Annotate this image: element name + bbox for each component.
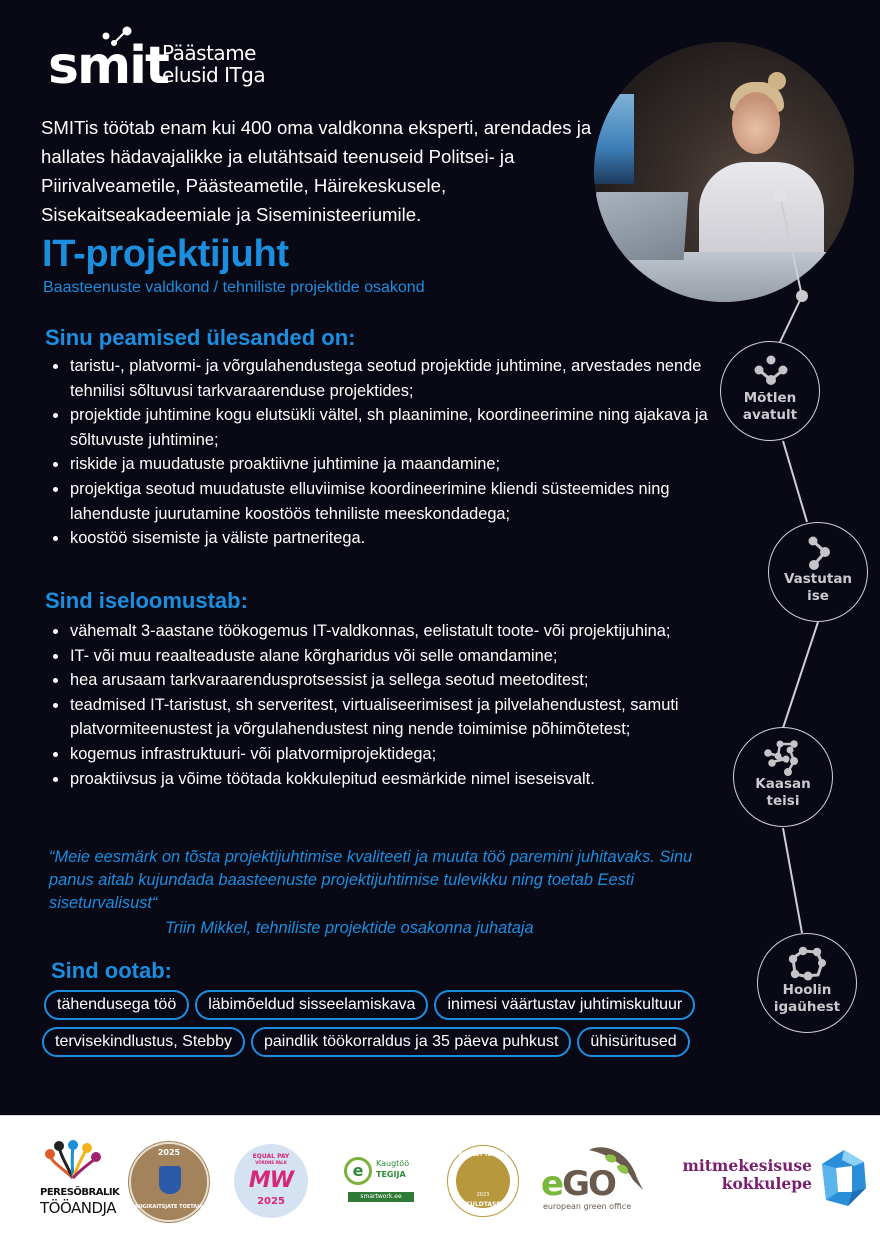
diversity-charter-logo: [670, 1157, 870, 1207]
diversity-charter-text: [670, 1157, 812, 1193]
list-item: projektiga seotud muudatuste elluviimise koordineerimine kliendi süsteemides ning lahenduste juurutamine koostöös tehniliste meeskondadega;: [50, 477, 720, 526]
equal-pay-label: EQUAL PAY: [252, 1153, 290, 1160]
value-label-line-1: Kaasan: [755, 776, 811, 792]
list-item: projektide juhtimine kogu elutsükli vältel, sh plaanimine, koordineerimine ning ajakava ja sõltuvuste juhtimine;: [50, 403, 720, 452]
family-friendly-label-2: TÖÖANDJA: [40, 1199, 116, 1217]
photo-laptop: [594, 192, 688, 260]
smit-logo: [48, 26, 288, 96]
remote-work-badge: [342, 1155, 418, 1205]
benefits-chips: [44, 990, 724, 1064]
list-item: hea arusaam tarkvaraarendusprotsessist ja sellega seotud meetoditest;: [50, 668, 720, 693]
job-subtitle: Baasteenuste valdkond / tehniliste projektide osakond: [43, 279, 425, 296]
list-item: proaktiivsus ja võime töötada kokkulepitud eesmärkide nimel iseseisvalt.: [50, 767, 720, 792]
list-item: vähemalt 3-aastane töökogemus IT-valdkonnas, eelistatult toote- või projektijuhina;: [50, 619, 720, 644]
value-label-line-2: avatult: [742, 407, 798, 423]
european-green-office-logo: [541, 1144, 651, 1214]
value-label-line-1: Hoolin: [782, 982, 832, 998]
diversity-label-1: mitmekesisuse: [682, 1156, 812, 1175]
value-node-care: [757, 933, 857, 1033]
photo-person-bun: [768, 72, 786, 90]
value-node-inclusion: [733, 727, 833, 827]
logo-wordmark: smit: [48, 36, 168, 96]
value-label: [721, 390, 819, 424]
equal-pay-label-et: VÕRDNE PALK: [255, 1160, 287, 1165]
duties-list: [50, 354, 720, 551]
value-label-line-1: Vastutan: [783, 571, 853, 587]
equal-pay-badge: [234, 1144, 308, 1218]
equal-pay-mark: MW: [248, 1168, 294, 1193]
profile-list: [50, 619, 720, 791]
defense-supporter-seal: [129, 1142, 209, 1222]
family-tree-icon: [42, 1140, 104, 1180]
value-label-line-2: igaühest: [773, 999, 841, 1015]
mental-health-head-icon: [456, 1154, 510, 1208]
blue-crystal-icon: [820, 1148, 868, 1208]
remote-work-site: smartwork.ee: [348, 1192, 414, 1202]
list-item: taristu-, platvormi- ja võrgulahendustega seotud projektide juhtimine, arvestades nende tehnilisi sõltuvusi tarkvaraarenduse projektides;: [50, 354, 720, 403]
network-v-icon: [751, 354, 791, 392]
network-chevron-icon: [799, 535, 839, 573]
value-label-line-2: teisi: [766, 793, 800, 809]
intro-text: SMITis töötab enam kui 400 oma valdkonna eksperti, arendades ja hallates hädavajalikke ja elutähtsaid teenuseid Politsei- ja Piirivalveametile, Päästeametile, Häirekeskusele, Sisekaitseakadeemiale ja Siseministeeriumile.: [41, 117, 592, 225]
offer-heading: Sind ootab:: [51, 958, 172, 983]
mental-health-level: KULDTASE: [465, 1201, 501, 1208]
remote-work-e-icon: [344, 1157, 372, 1185]
list-item: IT- või muu reaalteaduste alane kõrgharidus või selle omandamine;: [50, 644, 720, 669]
list-item: koostöö sisemiste ja väliste partneritega.: [50, 526, 720, 551]
value-label: [769, 571, 867, 605]
job-title: IT-projektijuht: [42, 233, 289, 275]
list-item: teadmised IT-taristust, sh serveritest, virtualiseerimisest ja pilvelahendustest, samuti platvormiteenustest ja võrgulahendustest ning nende toimimise põhimõtetest;: [50, 693, 720, 742]
ego-mark: eGO: [541, 1164, 615, 1204]
e-glyph: e: [352, 1161, 364, 1180]
photo-window: [594, 94, 634, 184]
value-label: [758, 982, 856, 1016]
value-node-open-thinking: [720, 341, 820, 441]
duties-heading: Sinu peamised ülesanded on:: [45, 325, 356, 350]
benefit-chip: ühisüritused: [577, 1027, 689, 1057]
chip-row-1: [44, 990, 724, 1020]
manager-quote: “Meie eesmärk on tõsta projektijuhtimise kvaliteeti ja muuta töö paremini juhitavaks. Sinu panus aitab kujundada baasteenuste projektijuhtimise tulevikku ning toetab Eesti siseturvalisust“: [49, 848, 693, 912]
diversity-label-2: kokkulepe: [721, 1174, 812, 1193]
list-item: riskide ja muudatuste proaktiivne juhtimine ja maandamine;: [50, 452, 720, 477]
benefit-chip: tervisekindlustus, Stebby: [42, 1027, 245, 1057]
benefit-chip: paindlik töökorraldus ja 35 päeva puhkust: [251, 1027, 571, 1057]
value-label-line-2: ise: [807, 588, 829, 604]
network-swirl-icon: [764, 740, 804, 778]
remote-work-label-2: TEGIJA: [376, 1170, 406, 1179]
mental-health-year: 2023: [476, 1192, 490, 1198]
logo-tagline: [162, 42, 265, 86]
family-friendly-employer-logo: [40, 1140, 120, 1222]
value-label-line-1: Mõtlen: [743, 390, 797, 406]
profile-heading: Sind iseloomustab:: [45, 588, 248, 613]
tagline-line-2: elusid ITga: [162, 63, 266, 87]
family-friendly-label-1: PERESÕBRALIK: [40, 1187, 120, 1198]
tagline-line-1: Päästame: [162, 41, 256, 65]
chip-row-2: [42, 1027, 724, 1057]
employee-photo: [594, 42, 854, 302]
quote-author: Triin Mikkel, tehniliste projektide osakonna juhataja: [165, 919, 534, 937]
network-loop-icon: [788, 946, 828, 984]
benefit-chip: läbimõeldud sisseelamiskava: [195, 990, 428, 1020]
remote-work-label-1: Kaugtöö: [376, 1159, 410, 1168]
photo-person-face: [732, 92, 780, 154]
benefit-chip: inimesi väärtustav juhtimiskultuur: [434, 990, 695, 1020]
mental-health-gold-badge: [447, 1145, 519, 1217]
value-label: [734, 776, 832, 810]
benefit-chip: tähendusega töö: [44, 990, 189, 1020]
mental-health-top: VAIMSET TERVIST: [458, 1152, 508, 1158]
ego-text: european green office: [543, 1202, 632, 1211]
defense-supporter-text: RIIGIKAITSJATE TOETAJA: [135, 1204, 203, 1210]
equal-pay-year: 2025: [257, 1196, 285, 1207]
list-item: kogemus infrastruktuuri- või platvormiprojektidega;: [50, 742, 720, 767]
estonian-coat-of-arms-icon: [159, 1166, 181, 1194]
defense-supporter-year: 2025: [157, 1148, 181, 1157]
value-node-responsibility: [768, 522, 868, 622]
